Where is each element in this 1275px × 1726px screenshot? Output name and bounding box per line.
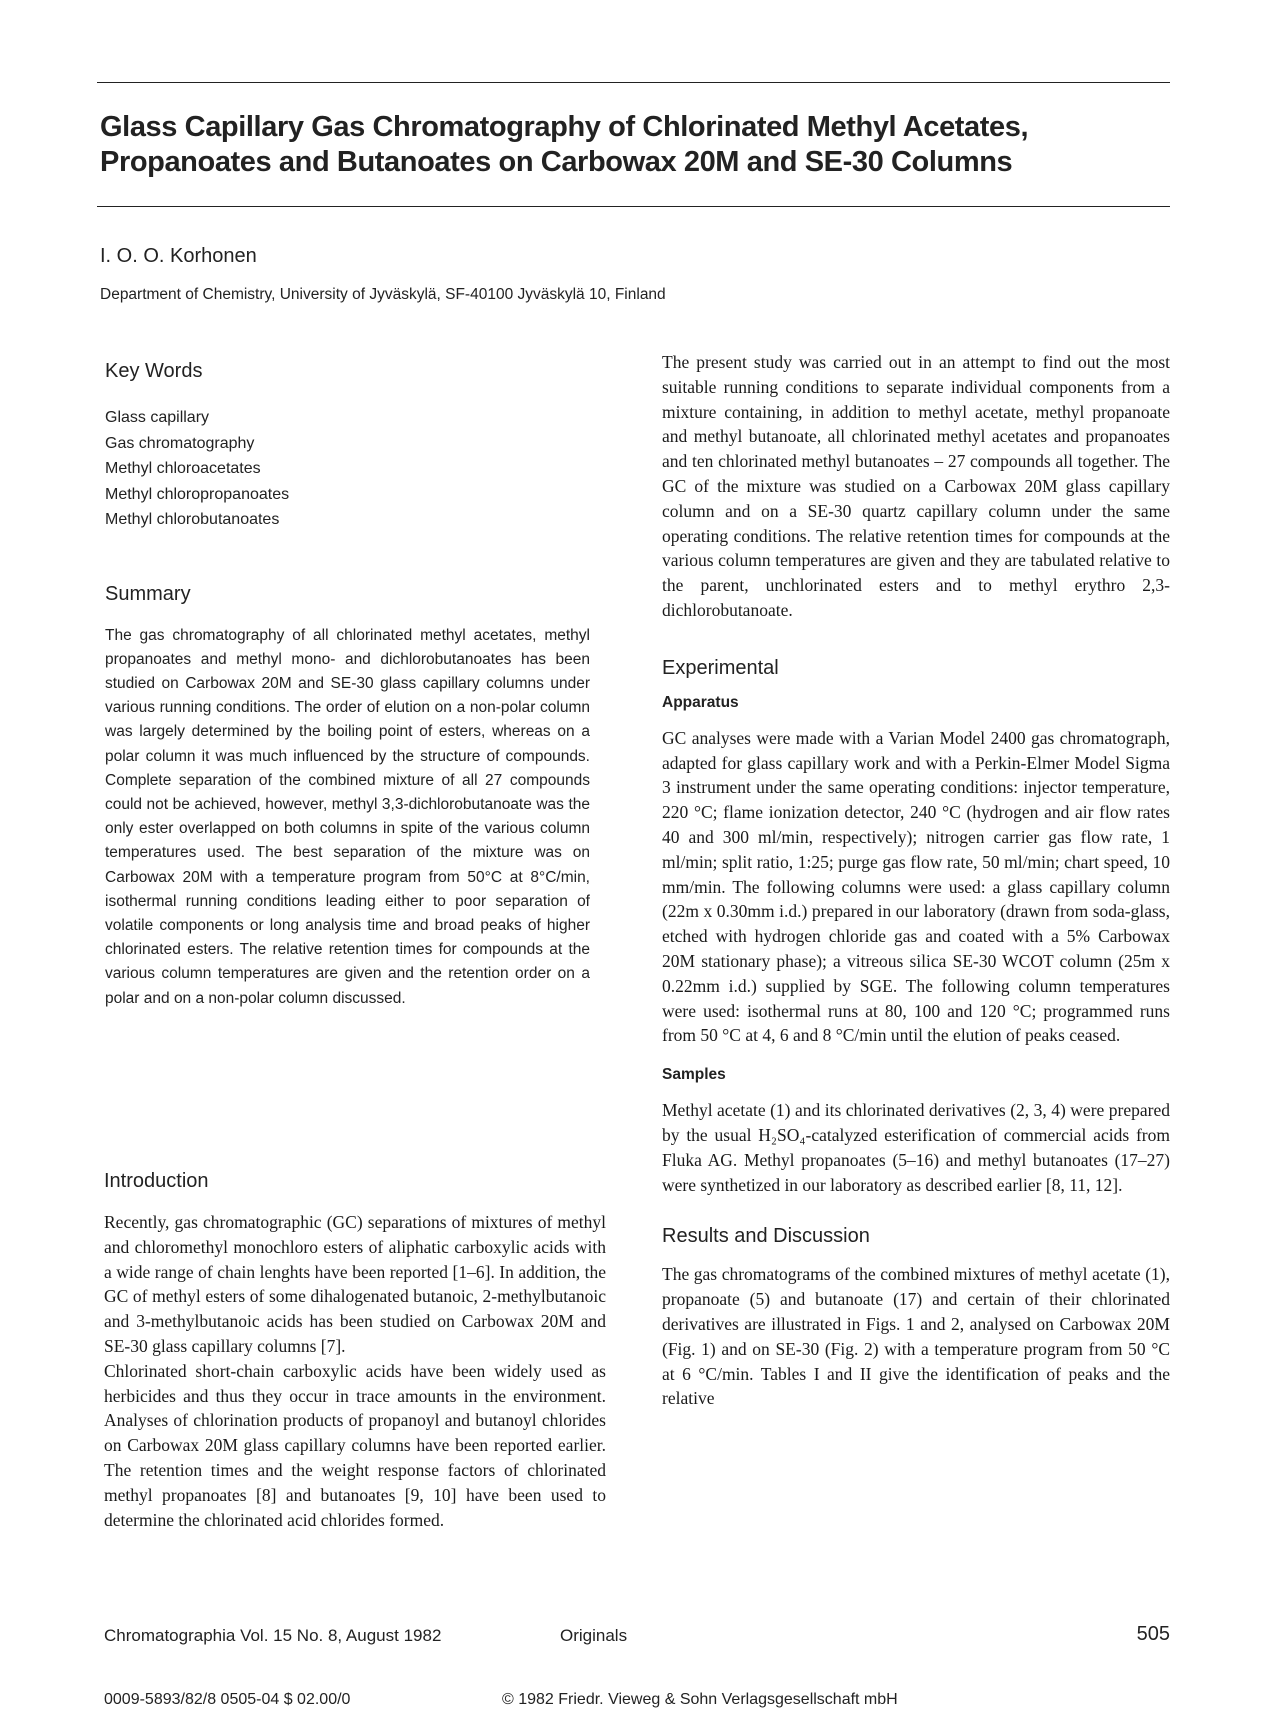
article-code: 0009-5893/82/8 0505-04 $ 02.00/0 — [104, 1691, 351, 1708]
article-title: Glass Capillary Gas Chromatography of Chlorinated Methyl Acetates, Propanoates and Butanoates on Carbowax 20M and SE-30 Columns — [100, 111, 1029, 178]
introduction-paragraph: Recently, gas chromatographic (GC) separations of mixtures of methyl and chloromethyl monochloro esters of aliphatic carboxylic acids with a wide range of chain lenghts have been reported [1–6]. In addition, the GC of methyl esters of some dihalogenated butanoic, 2-methylbutanoic and 3-methylbutanoic acids has been studied on Carbowax 20M and SE-30 glass capillary columns [7]. — [104, 1212, 606, 1356]
results-text: The gas chromatograms of the combined mixtures of methyl acetate (1), propanoate (5) and butanoate (17) and certain of their chlorinated derivatives are illustrated in Figs. 1 and 2, analysed on Carbowax 20M (Fig. 1) and on SE-30 (Fig. 2) with a temperature program from 50 °C at 6 °C/min. Tables I and II give the identification of peaks and the relative — [662, 1264, 1170, 1409]
keyword-item: Glass capillary — [105, 409, 210, 426]
keywords-list — [105, 405, 590, 533]
experimental-heading: Experimental — [662, 656, 779, 679]
introduction-paragraph: Chlorinated short-chain carboxylic acids have been widely used as herbicides and thus they occur in trace amounts in the environment. Analyses of chlorination products of propanoyl and butanoyl chlorides on Carbowax 20M glass capillary columns have been reported earlier. The retention times and the weight response factors of chlorinated methyl propanoates [8] and butanoates [9, 10] have been used to determine the chlorinated acid chlorides formed. — [104, 1360, 606, 1530]
author-affiliation: Department of Chemistry, University of Jyväskylä, SF-40100 Jyväskylä 10, Finland — [100, 286, 666, 303]
header-rule-top — [97, 82, 1170, 83]
section-label: Originals — [560, 1626, 628, 1645]
copyright-notice: © 1982 Friedr. Vieweg & Sohn Verlagsgesellschaft mbH — [502, 1691, 898, 1708]
keyword-item: Gas chromatography — [105, 434, 255, 452]
samples-text: Methyl acetate (1) and its chlorinated derivatives (2, 3, 4) were prepared by the usual H₂SO₄-catalyzed esterification of commercial acids from Fluka AG. Methyl propanoates (5–16) and methyl butanoates (17–27) were synthetized in our laboratory as described earlier [8, 11, 12]. — [662, 1100, 1170, 1195]
keyword-item: Methyl chlorobutanoates — [105, 511, 280, 528]
apparatus-text: GC analyses were made with a Varian Model 2400 gas chromatograph, adapted for glass capillary work and with a Perkin-Elmer Model Sigma 3 instrument under the same operating conditions: injector temperature, 220 °C; flame ionization detector, 240 °C (hydrogen and air flow rates 40 and 300 ml/min, respectively); nitrogen carrier gas flow rate, 1 ml/min; split ratio, 1:25; purge gas flow rate, 50 ml/min; chart speed, 10 mm/min. The following columns were used: a glass capillary column (22m x 0.30mm i.d.) prepared in our laboratory (drawn from soda-glass, etched with hydrogen chloride gas and coated with a 5% Carbowax 20M stationary phase); a vitreous silica SE-30 WCOT column (25m x 0.22mm i.d.) supplied by SGE. The following column temperatures were used: isothermal runs at 80, 100 and 120 °C; programmed runs from 50 °C at 4, 6 and 8 °C/min until the elution of peaks ceased. — [662, 727, 1170, 1046]
summary-text: The gas chromatography of all chlorinated methyl acetates, methyl propanoates and methyl mono- and dichlorobutanoates has been studied on Carbowax 20M and SE-30 glass capillary columns under various running conditions. The order of elution on a non-polar column was largely determined by the boiling point of esters, whereas on a polar column it was much influenced by the structure of compounds. Complete separation of the combined mixture of all 27 compounds could not be achieved, however, methyl 3,3-dichlorobutanoate was the only ester overlapped on both columns in spite of the various column temperatures used. The best separation of the mixture was on Carbowax 20M with a temperature program from 50°C at 8°C/min, isothermal running conditions leading either to poor separation of volatile components or long analysis time and broad peaks of higher chlorinated esters. The relative retention times for compounds at the various column temperatures are given and the retention order on a polar and on a non-polar column discussed. — [105, 626, 590, 1007]
right-column — [662, 350, 1170, 1411]
author-name: I. O. O. Korhonen — [100, 245, 257, 267]
keyword-item: Methyl chloropropanoates — [105, 485, 290, 503]
intro-continuation: The present study was carried out in an attempt to find out the most suitable running conditions to separate individual components from a mixture containing, in addition to methyl acetate, methyl propanoate and methyl butanoate, all chlorinated methyl acetates and propanoates and ten chlorinated methyl butanoates – 27 compounds all together. The GC of the mixture was studied on a Carbowax 20M glass capillary column and on a SE-30 quartz capillary column under the same operating conditions. The relative retention times for compounds at the various column temperatures are given and they are tabulated relative to the parent, unchlorinated esters and to methyl erythro 2,3-dichlorobutanoate. — [662, 352, 1170, 620]
left-column-top — [105, 360, 590, 1011]
keyword-item: Methyl chloroacetates — [105, 460, 261, 477]
journal-citation: Chromatographia Vol. 15 No. 8, August 1982 — [104, 1626, 442, 1645]
samples-heading: Samples — [662, 1066, 726, 1084]
header-rule-bottom — [97, 206, 1170, 207]
results-heading: Results and Discussion — [662, 1225, 870, 1248]
introduction-section — [104, 1170, 606, 1532]
introduction-heading: Introduction — [104, 1170, 209, 1192]
apparatus-heading: Apparatus — [662, 693, 739, 711]
keywords-heading: Key Words — [105, 360, 203, 382]
summary-heading: Summary — [105, 582, 191, 605]
page-number: 505 — [1136, 1623, 1170, 1645]
